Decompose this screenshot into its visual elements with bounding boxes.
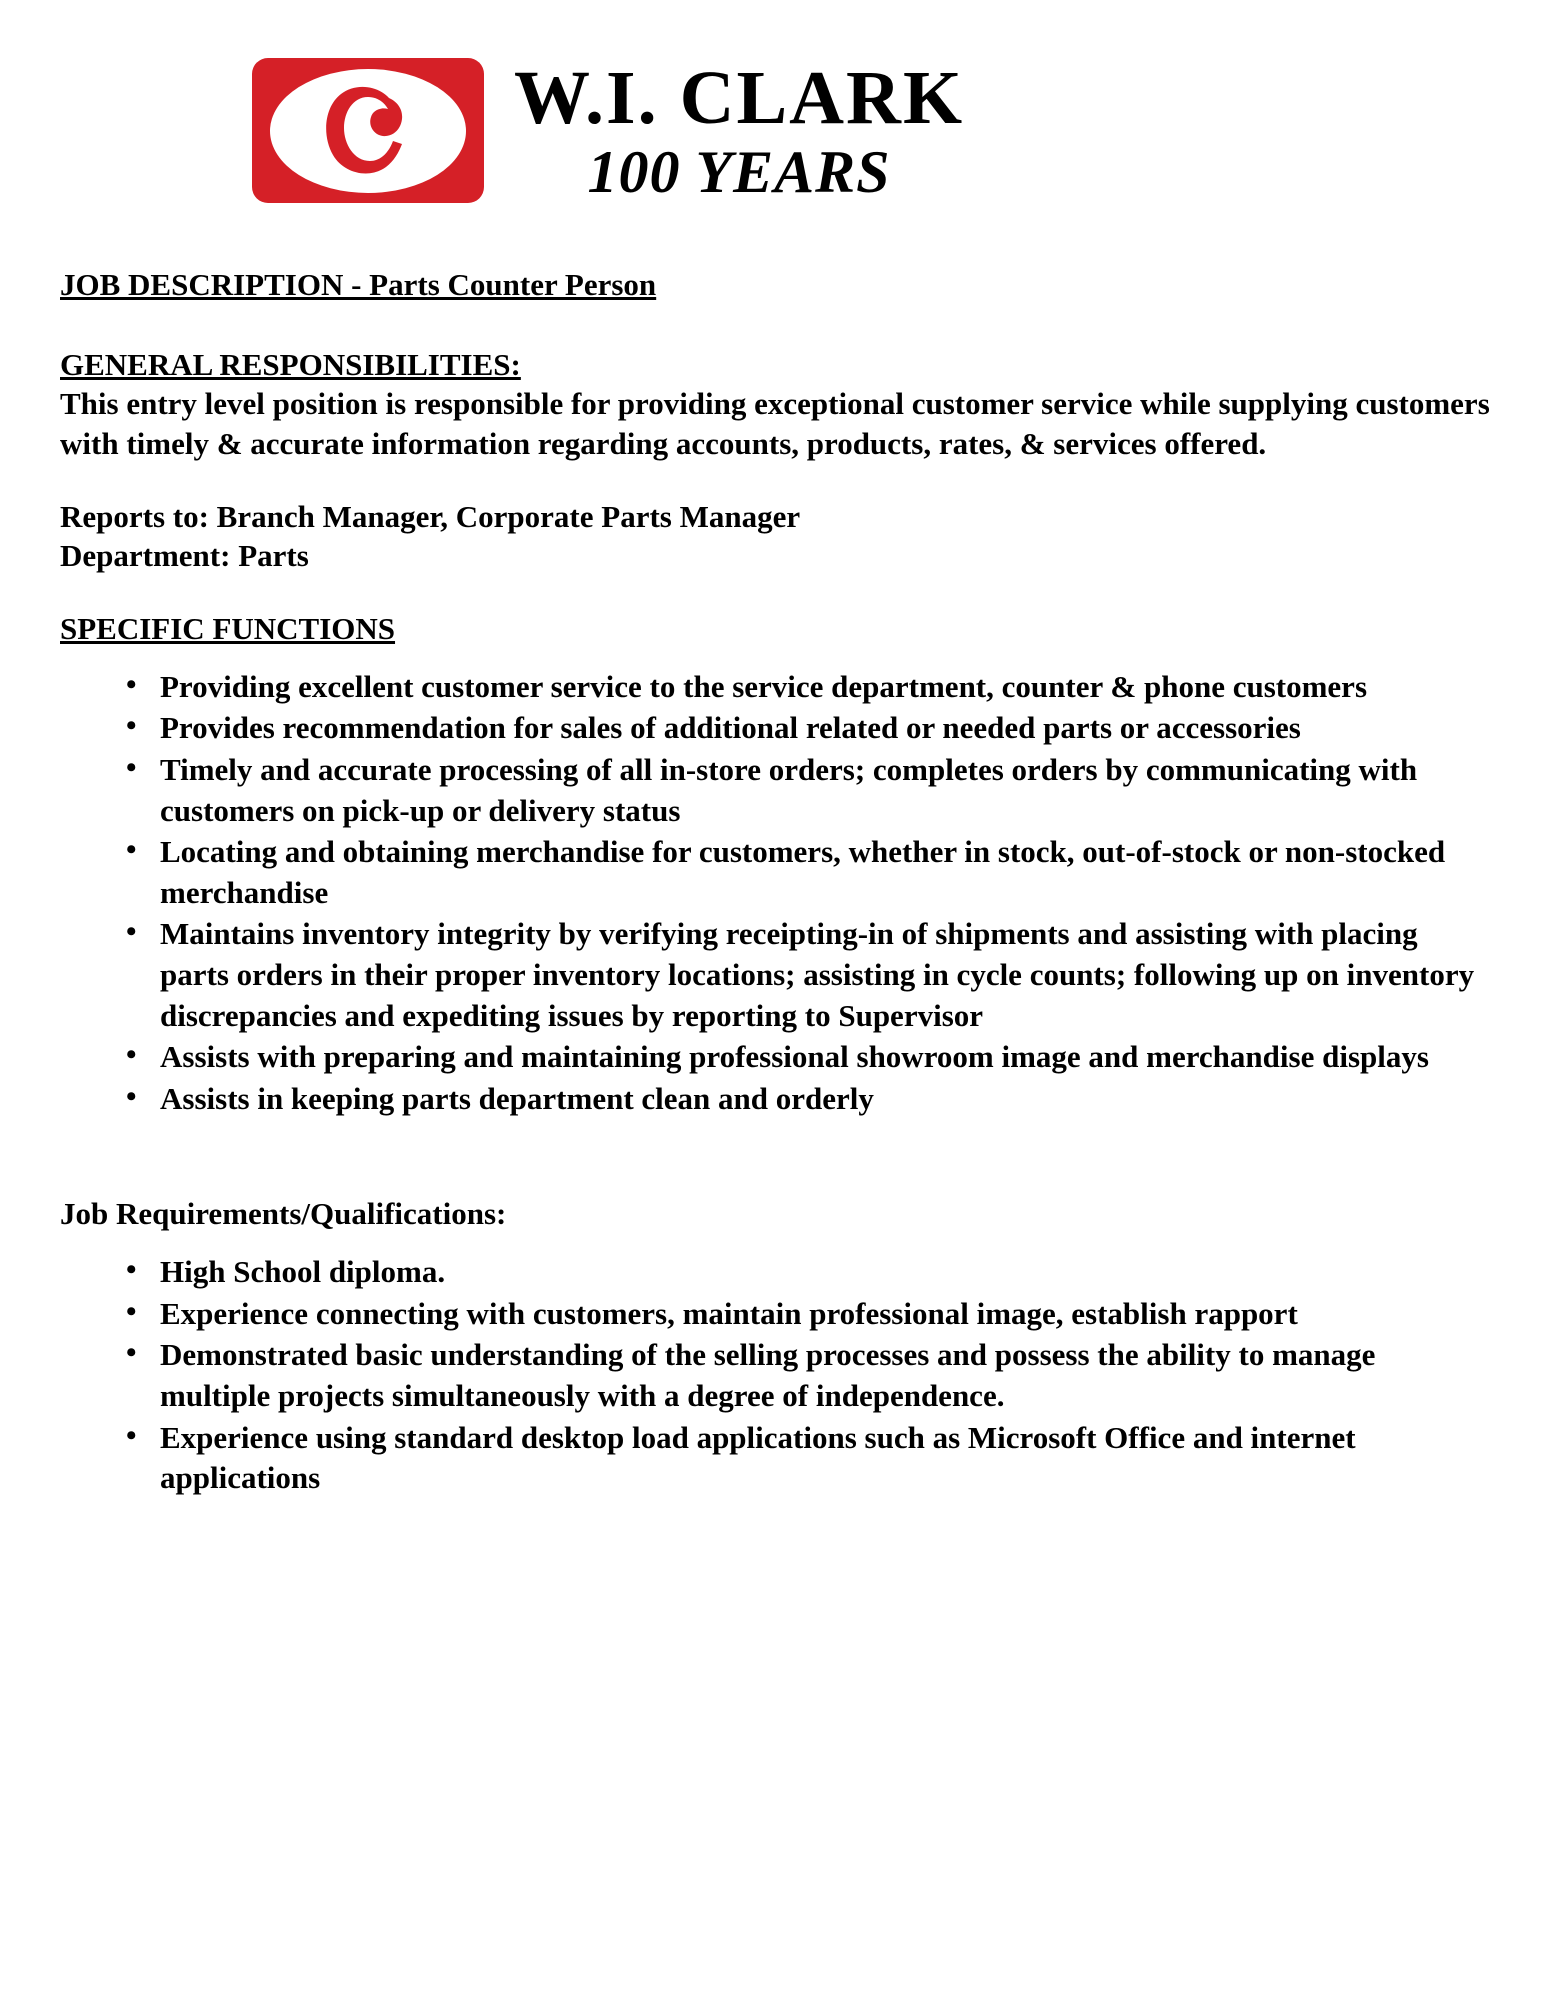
document-title: JOB DESCRIPTION - Parts Counter Person <box>60 267 657 302</box>
list-item: • Experience using standard desktop load applications such as Microsoft Office and internet applications <box>134 1418 1490 1499</box>
list-item: • Timely and accurate processing of all in-store orders; completes orders by communicating with customers on pick-up or delivery status <box>134 750 1490 831</box>
spacer <box>60 464 1490 497</box>
list-item: • Assists in keeping parts department clean and orderly <box>134 1079 1490 1120</box>
list-item: • Providing excellent customer service to the service department, counter & phone customers <box>134 667 1490 708</box>
document-body <box>0 265 1545 1499</box>
heading-general-responsibilities: GENERAL RESPONSIBILITIES: <box>60 346 521 382</box>
spacer <box>60 649 1490 667</box>
list-item: • Demonstrated basic understanding of the selling processes and possess the ability to manage multiple projects simultaneously with a degree of independence. <box>134 1335 1490 1416</box>
list-item: • Maintains inventory integrity by verifying receipting-in of shipments and assisting with placing parts orders in their proper inventory locations; assisting in cycle counts; following up on inventory discrepancies and expediting issues by reporting to Supervisor <box>134 914 1490 1036</box>
heading-job-requirements: Job Requirements/Qualifications: <box>60 1196 507 1232</box>
heading-specific-functions: SPECIFIC FUNCTIONS <box>60 611 396 647</box>
spacer <box>60 1120 1490 1194</box>
spacer <box>60 305 1490 345</box>
job-requirements-list <box>60 1252 1490 1499</box>
general-responsibilities-paragraph: This entry level position is responsible for providing exceptional customer service while supplying customers with timely & accurate information regarding accounts, products, rates, & services offered. <box>60 386 1490 462</box>
clark-wordmark <box>514 55 965 205</box>
logo-c-icon <box>293 72 443 190</box>
list-item: • Provides recommendation for sales of additional related or needed parts or accessories <box>134 708 1490 749</box>
list-item: • High School diploma. <box>134 1252 1490 1293</box>
letterhead <box>0 0 1545 203</box>
wordmark-company-name: W.I. CLARK <box>514 55 965 140</box>
specific-functions-list <box>60 667 1490 1120</box>
spacer <box>60 1234 1490 1252</box>
spacer <box>60 576 1490 609</box>
reports-to-line: Reports to: Branch Manager, Corporate Parts Manager <box>60 498 801 534</box>
list-item: • Assists with preparing and maintaining professional showroom image and merchandise displays <box>134 1037 1490 1078</box>
list-item: • Locating and obtaining merchandise for customers, whether in stock, out-of-stock or non-stocked merchandise <box>134 832 1490 913</box>
wordmark-anniversary: 100 YEARS <box>587 138 891 205</box>
department-line: Department: Parts <box>60 538 309 574</box>
clark-logo-mark <box>252 58 484 203</box>
list-item: • Experience connecting with customers, maintain professional image, establish rapport <box>134 1294 1490 1335</box>
